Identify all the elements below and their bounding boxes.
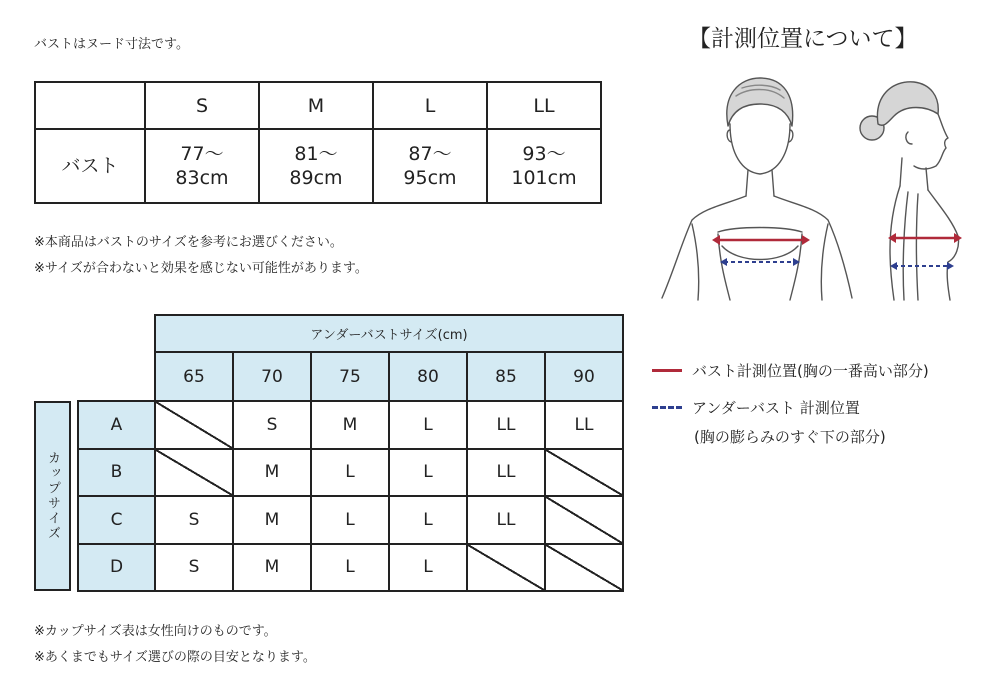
cup-size-table <box>34 314 624 592</box>
size-cell: L <box>389 401 467 449</box>
size-cell: M <box>233 544 311 592</box>
size-cell-empty <box>545 544 623 592</box>
size-cell-empty <box>467 544 545 592</box>
size-cell: L <box>389 544 467 592</box>
size-cell-empty <box>545 496 623 544</box>
cup-label-c: C <box>78 496 155 544</box>
size-cell: L <box>311 544 389 592</box>
size-cell: M <box>233 449 311 497</box>
cup-size-label: カップサイズ <box>34 401 78 591</box>
legend-bust-label: バスト計測位置(胸の一番高い部分) <box>692 362 929 380</box>
cup-label-a: A <box>78 401 155 449</box>
cup-label-b: B <box>78 449 155 497</box>
legend-underbust-label: アンダーバスト 計測位置 <box>692 399 860 417</box>
size-cell: LL <box>467 496 545 544</box>
band-size-row <box>34 352 623 401</box>
guideline-note: ※あくまでもサイズ選びの際の目安となります。 <box>34 650 316 665</box>
size-header-ll: LL <box>487 82 601 129</box>
size-cell: S <box>155 544 233 592</box>
bust-range-s: 77〜 83cm <box>145 129 259 203</box>
womens-chart-note: ※カップサイズ表は女性向けのものです。 <box>34 624 277 639</box>
legend-underbust <box>652 397 860 418</box>
cup-row-c <box>34 496 623 544</box>
size-cell-empty <box>545 449 623 497</box>
bust-range-m: 81〜 89cm <box>259 129 373 203</box>
band-title-row <box>34 315 623 352</box>
band-85: 85 <box>467 352 545 401</box>
band-80: 80 <box>389 352 467 401</box>
size-cell: S <box>233 401 311 449</box>
bust-range-l: 87〜 95cm <box>373 129 487 203</box>
size-cell: L <box>389 496 467 544</box>
underbust-size-title: アンダーバストサイズ(cm) <box>155 315 623 352</box>
side-figure-illustration <box>856 74 966 304</box>
size-cell-empty <box>155 401 233 449</box>
measurement-title: 【計測位置について】 <box>688 26 918 52</box>
bust-table-value-row <box>35 129 601 203</box>
front-figure-illustration <box>656 74 856 304</box>
underbust-line-swatch <box>652 406 682 409</box>
size-cell: L <box>311 449 389 497</box>
nude-size-note: バストはヌード寸法です。 <box>34 37 189 52</box>
band-75: 75 <box>311 352 389 401</box>
size-mismatch-note: ※サイズが合わないと効果を感じない可能性があります。 <box>34 261 368 276</box>
cup-row-d <box>34 544 623 592</box>
bust-row-label: バスト <box>35 129 145 203</box>
band-70: 70 <box>233 352 311 401</box>
bust-line-swatch <box>652 369 682 372</box>
cup-row-b <box>34 449 623 497</box>
size-cell: M <box>233 496 311 544</box>
bust-range-ll: 93〜 101cm <box>487 129 601 203</box>
bust-size-table <box>34 81 602 204</box>
size-cell: S <box>155 496 233 544</box>
legend-bust <box>652 360 929 381</box>
size-cell: LL <box>545 401 623 449</box>
size-cell: M <box>311 401 389 449</box>
size-header-s: S <box>145 82 259 129</box>
cup-label-d: D <box>78 544 155 592</box>
size-cell: L <box>311 496 389 544</box>
size-cell: LL <box>467 401 545 449</box>
size-header-m: M <box>259 82 373 129</box>
bust-table-header-row <box>35 82 601 129</box>
size-cell: LL <box>467 449 545 497</box>
legend-underbust-detail: (胸の膨らみのすぐ下の部分) <box>694 428 886 446</box>
size-cell-empty <box>155 449 233 497</box>
cup-row-a <box>34 401 623 449</box>
size-header-l: L <box>373 82 487 129</box>
band-65: 65 <box>155 352 233 401</box>
size-cell: L <box>389 449 467 497</box>
size-reference-note: ※本商品はバストのサイズを参考にお選びください。 <box>34 235 343 250</box>
bust-table-corner <box>35 82 145 129</box>
band-90: 90 <box>545 352 623 401</box>
